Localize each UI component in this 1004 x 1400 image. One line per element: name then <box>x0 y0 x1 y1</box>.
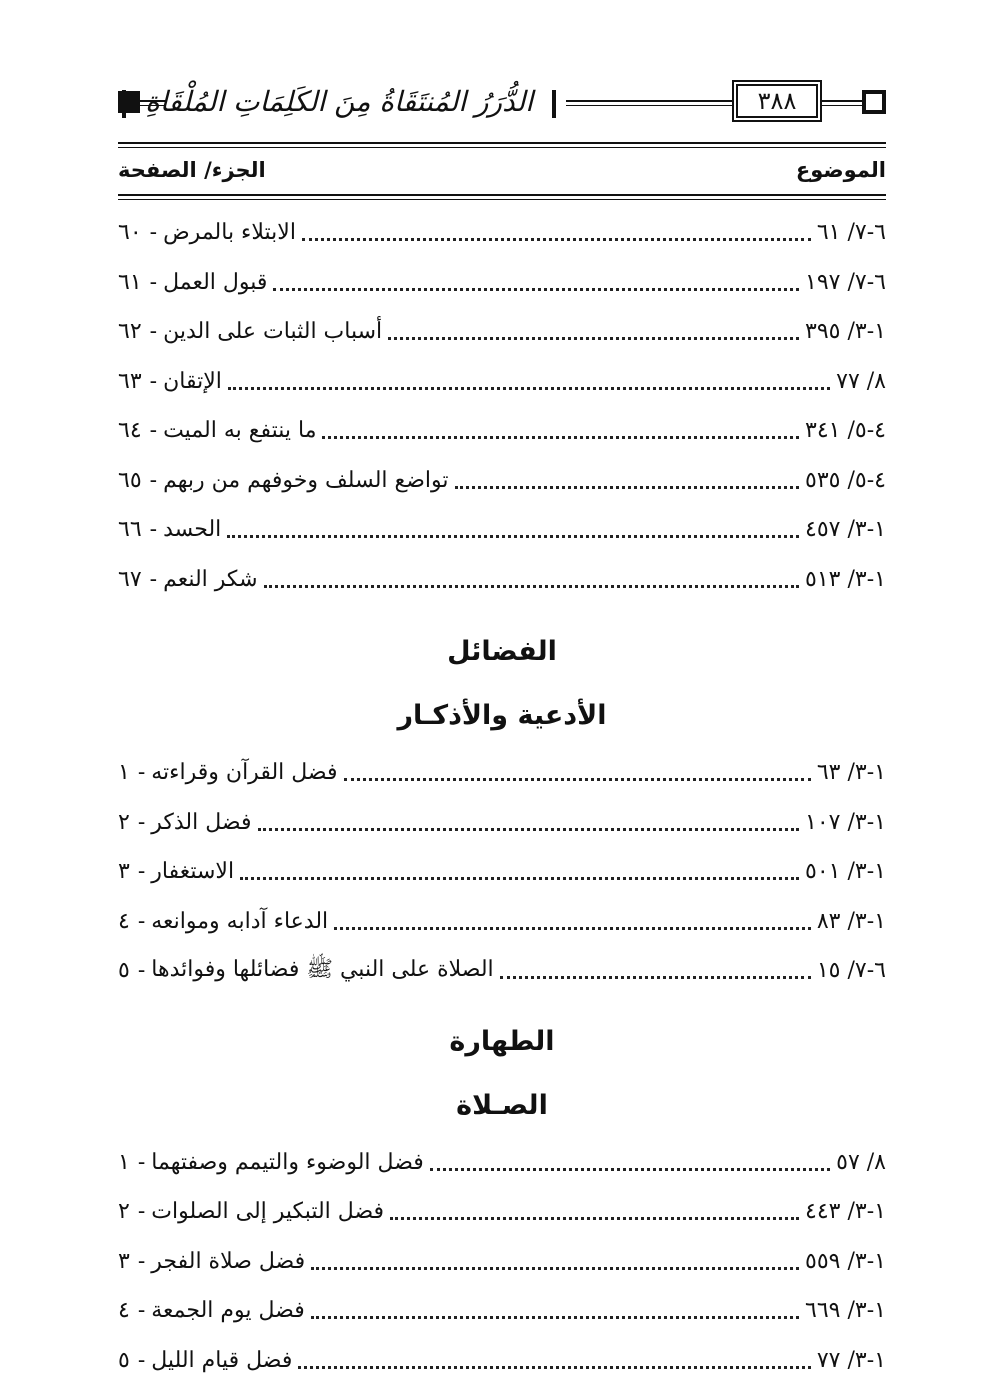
entry-title: فضل التبكير إلى الصلوات <box>151 1199 385 1225</box>
entry-number: ٦٥ <box>118 467 142 493</box>
list-item <box>118 847 886 897</box>
entry-title: فضل القرآن وقراءته <box>151 760 338 786</box>
section-heading-fadail: الفضائل <box>447 636 557 667</box>
list-item <box>118 1237 886 1287</box>
list-item <box>118 406 886 456</box>
entry-number: ٣ <box>118 1248 130 1274</box>
entry-number: ٥ <box>118 1347 130 1373</box>
entry-dash: - <box>149 418 158 444</box>
dot-leader <box>344 778 811 781</box>
entry-title: فضل الوضوء والتيمم وصفتهما <box>151 1149 424 1175</box>
entry-title: الابتلاء بالمرض <box>163 220 296 246</box>
entry-dash: - <box>137 908 146 934</box>
dot-leader <box>390 1217 799 1220</box>
list-item <box>118 505 886 555</box>
dot-leader <box>227 535 799 538</box>
entry-title: فضل الذكر <box>151 809 252 835</box>
list-item <box>118 555 886 605</box>
list-item <box>118 258 886 308</box>
dot-leader <box>311 1316 799 1319</box>
entry-number: ٦٤ <box>118 418 142 444</box>
entry-reference: ١-٣/ ٧٧ <box>816 1347 886 1373</box>
list-item <box>118 357 886 407</box>
entry-number: ٦٣ <box>118 368 142 394</box>
entries-top-list <box>118 208 886 604</box>
entry-reference: ٤-٥/ ٣٤١ <box>805 418 886 444</box>
entry-reference: ١-٣/ ٥٠١ <box>805 859 886 885</box>
entry-dash: - <box>137 760 146 786</box>
list-item <box>118 798 886 848</box>
entry-reference: ٦-٧/ ٦١ <box>816 220 886 246</box>
entry-dash: - <box>149 269 158 295</box>
dot-leader <box>311 1267 799 1270</box>
entry-reference: ١-٣/ ٥١٣ <box>805 566 886 592</box>
entry-number: ٢ <box>118 809 130 835</box>
entry-dash: - <box>137 958 146 984</box>
entry-title: فضل صلاة الفجر <box>151 1248 306 1274</box>
entry-title: شكر النعم <box>163 566 258 592</box>
entry-title: الدعاء آدابه وموانعه <box>151 908 329 934</box>
dot-leader <box>258 828 800 831</box>
title-bar-right <box>552 90 556 118</box>
entry-number: ١ <box>118 1149 130 1175</box>
list-item <box>118 1286 886 1336</box>
entry-dash: - <box>137 1347 146 1373</box>
entries-salah-list <box>118 1138 886 1386</box>
page-number: ٣٨٨ <box>736 84 818 118</box>
column-reference: الجزء/ الصفحة <box>118 158 266 182</box>
dot-leader <box>322 436 799 439</box>
entry-reference: ١-٣/ ٨٣ <box>816 908 886 934</box>
columns-divider-thin <box>118 199 886 200</box>
entry-reference: ١-٣/ ٣٩٥ <box>805 319 886 345</box>
entry-number: ٢ <box>118 1199 130 1225</box>
dot-leader <box>264 585 800 588</box>
entry-reference: ١-٣/ ٤٥٧ <box>805 517 886 543</box>
header-ornament-right <box>862 90 886 114</box>
dot-leader <box>430 1168 830 1171</box>
entry-dash: - <box>149 368 158 394</box>
entry-dash: - <box>149 517 158 543</box>
entry-number: ٥ <box>118 958 130 984</box>
running-header <box>118 82 886 122</box>
page <box>118 0 886 1400</box>
list-item <box>118 897 886 947</box>
column-topic: الموضوع <box>795 158 886 182</box>
entry-title: ما ينتفع به الميت <box>163 418 317 444</box>
header-divider-thin <box>118 147 886 148</box>
entry-title: الحسد <box>163 517 222 543</box>
entries-adhkar-list <box>118 748 886 996</box>
entry-reference: ٤-٥/ ٥٣٥ <box>805 467 886 493</box>
entry-dash: - <box>149 467 158 493</box>
entry-title: تواضع السلف وخوفهم من ربهم <box>163 467 449 493</box>
book-title: الدُّرَرُ المُنتَقَاةُ مِنَ الكَلِمَاتِ المُلْقَاةِ <box>145 85 534 118</box>
dot-leader <box>334 927 811 930</box>
list-item <box>118 208 886 258</box>
entry-number: ٤ <box>118 908 130 934</box>
list-item <box>118 946 886 996</box>
entry-title: قبول العمل <box>163 269 268 295</box>
entry-dash: - <box>137 809 146 835</box>
title-bar-left <box>122 90 126 118</box>
entry-number: ٦١ <box>118 269 142 295</box>
entry-dash: - <box>137 859 146 885</box>
entry-reference: ٨/ ٧٧ <box>836 368 886 394</box>
dot-leader <box>500 976 811 979</box>
entry-dash: - <box>137 1199 146 1225</box>
entry-title: فضل قيام الليل <box>151 1347 293 1373</box>
columns-divider <box>118 194 886 196</box>
entry-reference: ٨/ ٥٧ <box>836 1149 886 1175</box>
entry-number: ٦٢ <box>118 319 142 345</box>
list-item <box>118 1138 886 1188</box>
entry-number: ٦٠ <box>118 220 142 246</box>
header-book-title-frame <box>145 84 566 120</box>
entry-number: ٤ <box>118 1298 130 1324</box>
dot-leader <box>388 337 799 340</box>
dot-leader <box>302 238 811 241</box>
list-item <box>118 456 886 506</box>
dot-leader <box>240 877 799 880</box>
entry-title: أسباب الثبات على الدين <box>163 319 383 345</box>
entry-dash: - <box>137 1298 146 1324</box>
entry-reference: ١-٣/ ٤٤٣ <box>805 1199 886 1225</box>
column-headings <box>118 150 886 190</box>
entry-number: ١ <box>118 760 130 786</box>
section-heading-tahara: الطهارة <box>449 1025 555 1057</box>
entry-reference: ١-٣/ ١٠٧ <box>805 809 886 835</box>
entry-reference: ١-٣/ ٦٣ <box>816 760 886 786</box>
list-item <box>118 1336 886 1386</box>
entry-number: ٣ <box>118 859 130 885</box>
section-heading-salah: الصـلاة <box>456 1089 548 1121</box>
table-of-contents <box>118 208 886 1385</box>
entry-dash: - <box>137 1248 146 1274</box>
entry-reference: ١-٣/ ٦٦٩ <box>805 1298 886 1324</box>
entry-dash: - <box>149 319 158 345</box>
dot-leader <box>273 288 799 291</box>
dot-leader <box>455 486 800 489</box>
entry-dash: - <box>137 1149 146 1175</box>
dot-leader <box>298 1366 810 1369</box>
entry-number: ٦٧ <box>118 566 142 592</box>
header-divider <box>118 142 886 144</box>
entry-number: ٦٦ <box>118 517 142 543</box>
entry-title: فضل يوم الجمعة <box>151 1298 305 1324</box>
list-item <box>118 1187 886 1237</box>
entry-reference: ٦-٧/ ١٥ <box>816 958 886 984</box>
entry-title: الصلاة على النبي ﷺ فضائلها وفوائدها <box>151 956 494 982</box>
entry-reference: ١-٣/ ٥٥٩ <box>805 1248 886 1274</box>
list-item <box>118 307 886 357</box>
list-item <box>118 748 886 798</box>
entry-dash: - <box>149 220 158 246</box>
entry-title: الإتقان <box>163 368 222 394</box>
dot-leader <box>228 387 830 390</box>
entry-reference: ٦-٧/ ١٩٧ <box>805 269 886 295</box>
entry-title: الاستغفار <box>151 859 235 885</box>
section-heading-adhkar: الأدعية والأذكـار <box>397 700 607 731</box>
entry-dash: - <box>149 566 158 592</box>
